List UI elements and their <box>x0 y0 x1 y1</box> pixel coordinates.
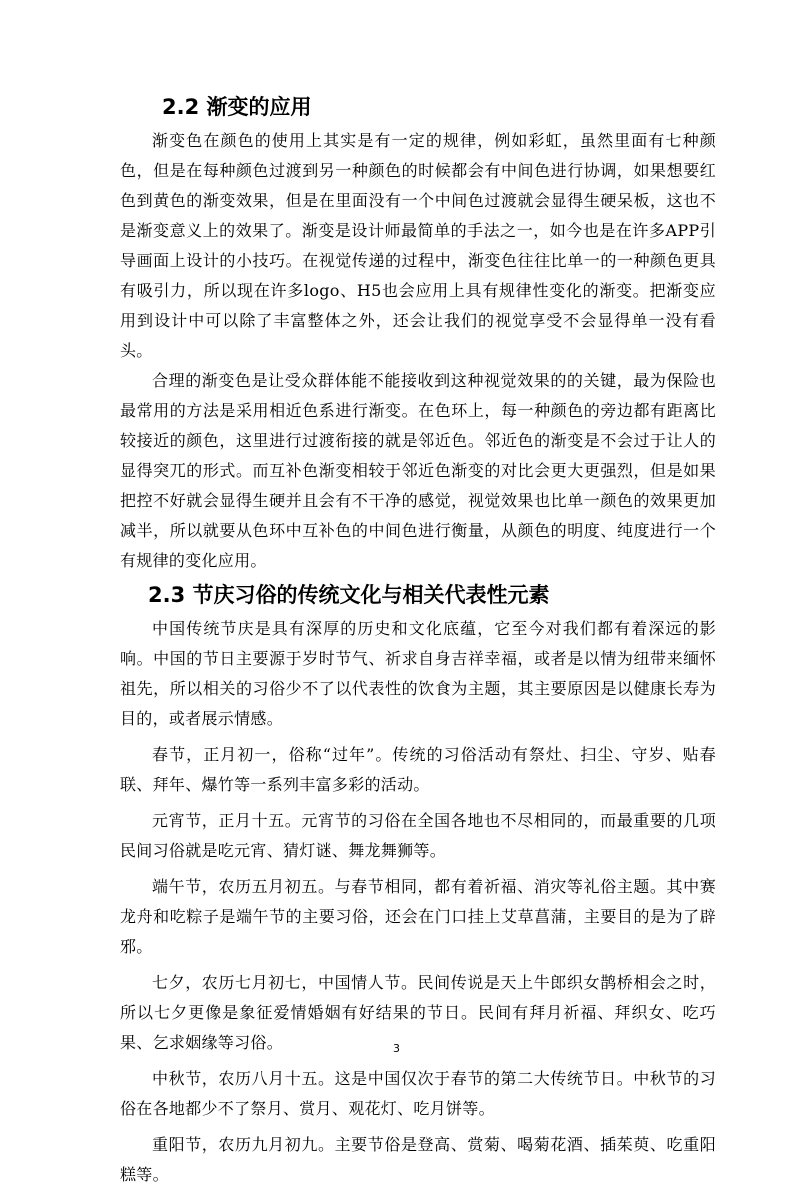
section-heading-2-3: 2.3 节庆习俗的传统文化与相关代表性元素 <box>148 583 550 607</box>
section-heading-2-2: 2.2 渐变的应用 <box>162 95 312 119</box>
page-content <box>120 92 716 1196</box>
paragraph: 合理的渐变色是让受众群体能不能接收到这种视觉效果的的关键，最为保险也最常用的方法是采用相近色系进行渐变。在色环上，每一种颜色的旁边都有距离比较接近的颜色，这里进行过渡衔接的就是邻近色。邻近色的渐变是不会过于让人的显得突兀的形式。而互补色渐变相较于邻近色渐变的对比会更大更强烈，但是如果把控不好就会显得生硬并且会有不干净的感觉，视觉效果也比单一颜色的效果更加减半，所以就要从色环中互补色的中间色进行衡量，从颜色的明度、纯度进行一个有规律的变化应用。 <box>120 371 716 570</box>
paragraph-qixi-festival: 七夕，农历七月初七，中国情人节。民间传说是天上牛郎织女鹊桥相会之时，所以七夕更像是象征爱情婚姻有好结果的节日。民间有拜月祈福、拜织女、吃巧果、乞求姻缘等习俗。 <box>120 973 716 1052</box>
paragraph: 渐变色在颜色的使用上其实是有一定的规律，例如彩虹，虽然里面有七种颜色，但是在每种颜色过渡到另一种颜色的时候都会有中间色进行协调，如果想要红色到黄色的渐变效果，但是在里面没有一个中间色过渡就会显得生硬呆板，这也不是渐变意义上的效果了。渐变是设计师最简单的手法之一，如今也是在许多APP引导画面上设计的小技巧。在视觉传递的过程中，渐变色往往比单一的一种颜色更具有吸引力，所以现在许多logo、H5也会应用上具有规律性变化的渐变。把渐变应用到设计中可以除了丰富整体之外，还会让我们的视觉享受不会显得单一没有看头。 <box>120 131 716 360</box>
paragraph: 中国传统节庆是具有深厚的历史和文化底蕴，它至今对我们都有着深远的影响。中国的节日主要源于岁时节气、祈求自身吉祥幸福，或者是以情为纽带来缅怀祖先，所以相关的习俗少不了以代表性的饮食为主题，其主要原因是以健康长寿为目的，或者展示情感。 <box>120 619 716 728</box>
paragraph-spring-festival: 春节，正月初一，俗称“过年”。传统的习俗活动有祭灶、扫尘、守岁、贴春联、拜年、爆竹等一系列丰富多彩的活动。 <box>120 745 716 794</box>
paragraph-mid-autumn-festival: 中秋节，农历八月十五。这是中国仅次于春节的第二大传统节日。中秋节的习俗在各地都少不了祭月、赏月、观花灯、吃月饼等。 <box>120 1069 716 1118</box>
paragraph-double-ninth-festival: 重阳节，农历九月初九。主要节俗是登高、赏菊、喝菊花酒、插茱萸、吃重阳糕等。 <box>120 1135 716 1184</box>
page-number: 3 <box>393 1042 400 1055</box>
paragraph-lantern-festival: 元宵节，正月十五。元宵节的习俗在全国各地也不尽相同的，而最重要的几项民间习俗就是吃元宵、猜灯谜、舞龙舞狮等。 <box>120 811 716 860</box>
paragraph-dragon-boat-festival: 端午节，农历五月初五。与春节相同，都有着祈福、消灾等礼俗主题。其中赛龙舟和吃粽子是端午节的主要习俗，还会在门口挂上艾草菖蒲，主要目的是为了辟邪。 <box>120 877 716 956</box>
